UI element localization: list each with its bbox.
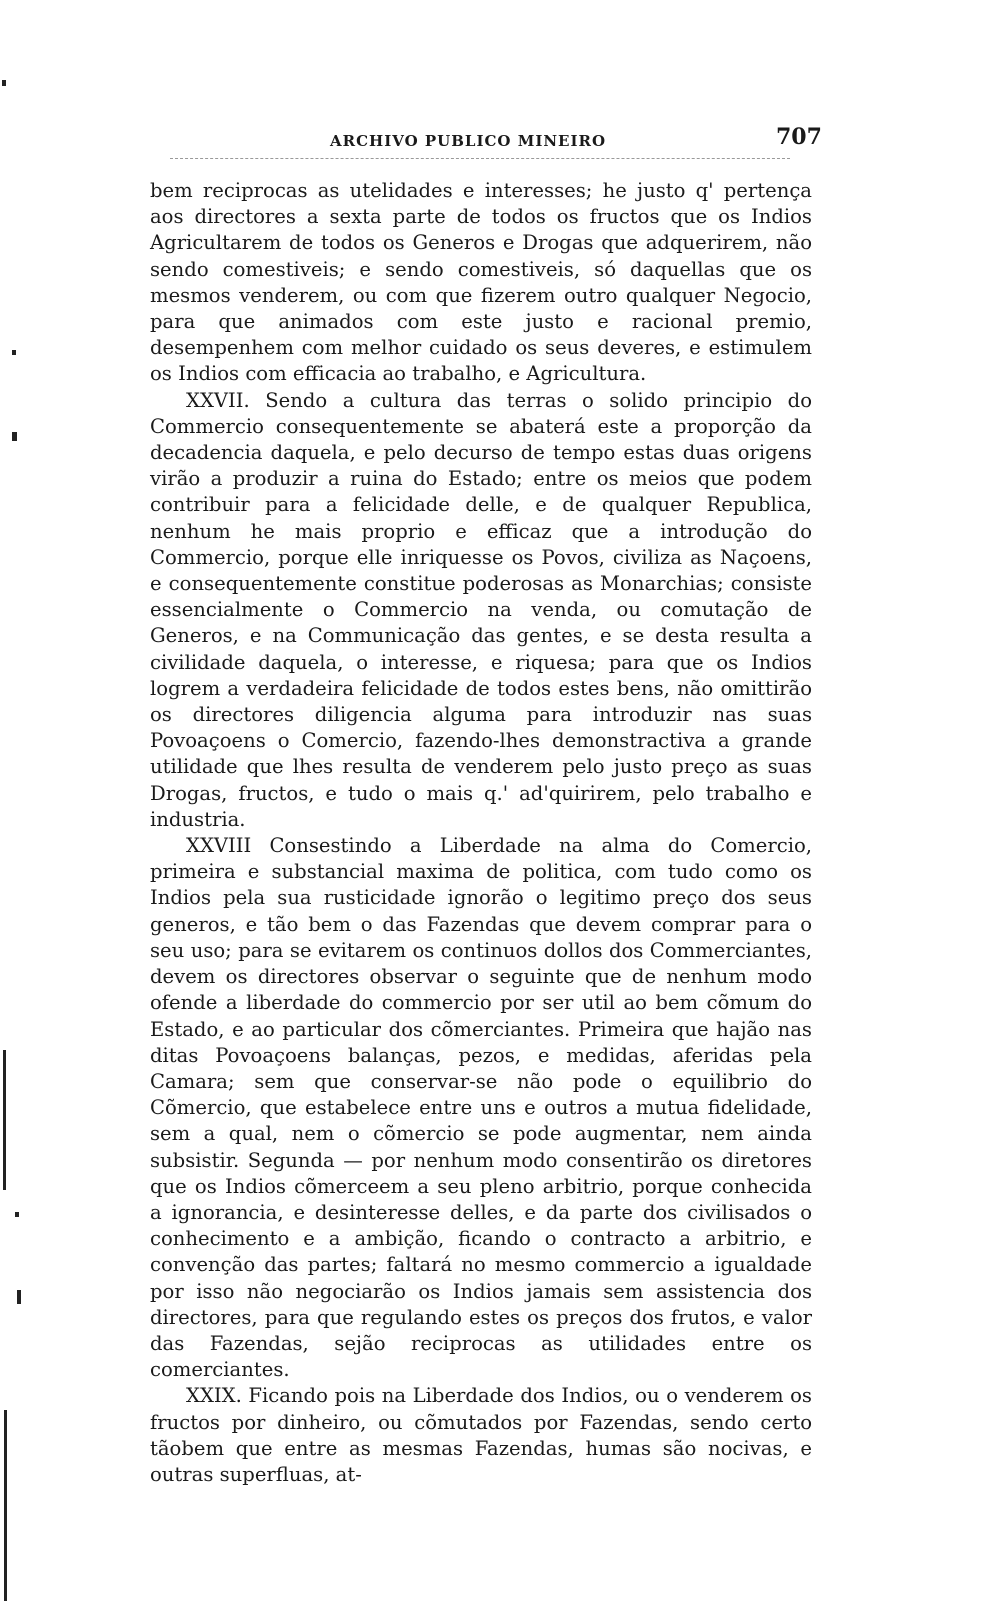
- scan-speck: [17, 1290, 21, 1304]
- paragraph-xxix: XXIX. Ficando pois na Liberdade dos Indios, ou o venderem os fructos por dinheiro, ou cõmutados por Fazendas, sendo certo tãobem que entre as mesmas Fazendas, humas são nocivas, e outras superfluas, at-: [150, 1384, 812, 1486]
- scan-edge-marks: [0, 0, 30, 1601]
- paragraph-xxviii: XXVIII Consestindo a Liberdade na alma do Comercio, primeira e substancial maxima de politica, com tudo como os Indios pela sua rusticidade ignorão o legitimo preço dos seus generos, e tão bem o das Fazendas que devem comprar para o seu uso; para se evitarem os continuos dollos dos Commerciantes, devem os directores observar o seguinte que de nenhum modo ofende a liberdade do commercio por ser util ao bem cõmum do Estado, e ao particular dos cõmerciantes. Primeira que hajão nas ditas Povoaçoens balanças, pezos, e medidas, aferidas pela Camara; sem que conservar-se não pode o equilibrio do Cõmercio, que estabelece entre uns e outros a mutua fidelidade, sem a qual, nem o cõmercio se pode augmentar, nem ainda subsistir. Segunda — por nenhum modo consentirão os diretores que os Indios cõmerceem a seu pleno arbitrio, porque conhecida a ignorancia, e desinteresse delles, e da parte dos civilisados o conhecimento e a ambição, ficando o contracto a arbitrio, e convenção das partes; faltará no mesmo commercio a igualdade por isso não negociarão os Indios jamais sem assistencia dos directores, para que regulando estes os preços dos frutos, e valor das Fazendas, sejão reciprocas as utilidades entre os comerciantes.: [150, 834, 812, 1382]
- scan-speck: [12, 350, 16, 355]
- header-rule: [170, 158, 790, 159]
- body-text: [150, 178, 812, 1488]
- running-title: ARCHIVO PUBLICO MINEIRO: [330, 132, 607, 150]
- page-number: 707: [776, 124, 822, 150]
- scan-speck: [12, 432, 17, 441]
- scan-edge-line: [3, 1050, 6, 1190]
- paragraph-xxvii: XXVII. Sendo a cultura das terras o solido principio do Commercio consequentemente se abaterá este a proporção da decadencia daquela, e pelo decurso de tempo estas duas origens virão a produzir a ruina do Estado; entre os meios que podem contribuir para a felicidade delle, e de qualquer Republica, nenhum he mais proprio e efficaz que a introdução do Commercio, porque elle inriquesse os Povos, civiliza as Naçoens, e consequentemente constitue poderosas as Monarchias; consiste essencialmente o Commercio na venda, ou comutação de Generos, e na Communicação das gentes, e se desta resulta a civilidade daquela, o interesse, e riquesa; para que os Indios logrem a verdadeira felicidade de todos estes bens, não omittirão os directores diligencia alguma para introduzir nas suas Povoaçoens o Comercio, fazendo-lhes demonstractiva a grande utilidade que lhes resulta de venderem pelo justo preço as suas Drogas, fructos, e tudo o mais q.' ad'quirirem, pelo trabalho e industria.: [150, 388, 812, 831]
- paragraph-continuation: bem reciprocas as utelidades e interesses; he justo q' pertença aos directores a sexta parte de todos os fructos que os Indios Agricultarem de todos os Generos e Drogas que adquerirem, não sendo comestiveis; e sendo comestiveis, só daquellas que os mesmos venderem, ou com que fizerem outro qualquer Negocio, para que animados com este justo e racional premio, desempenhem com melhor cuidado os seus deveres, e estimulem os Indios com efficacia ao trabalho, e Agricultura.: [150, 179, 812, 386]
- page-header: [150, 118, 822, 158]
- scan-speck: [2, 80, 6, 86]
- scan-speck: [15, 1212, 19, 1217]
- scan-edge-line: [4, 1410, 7, 1601]
